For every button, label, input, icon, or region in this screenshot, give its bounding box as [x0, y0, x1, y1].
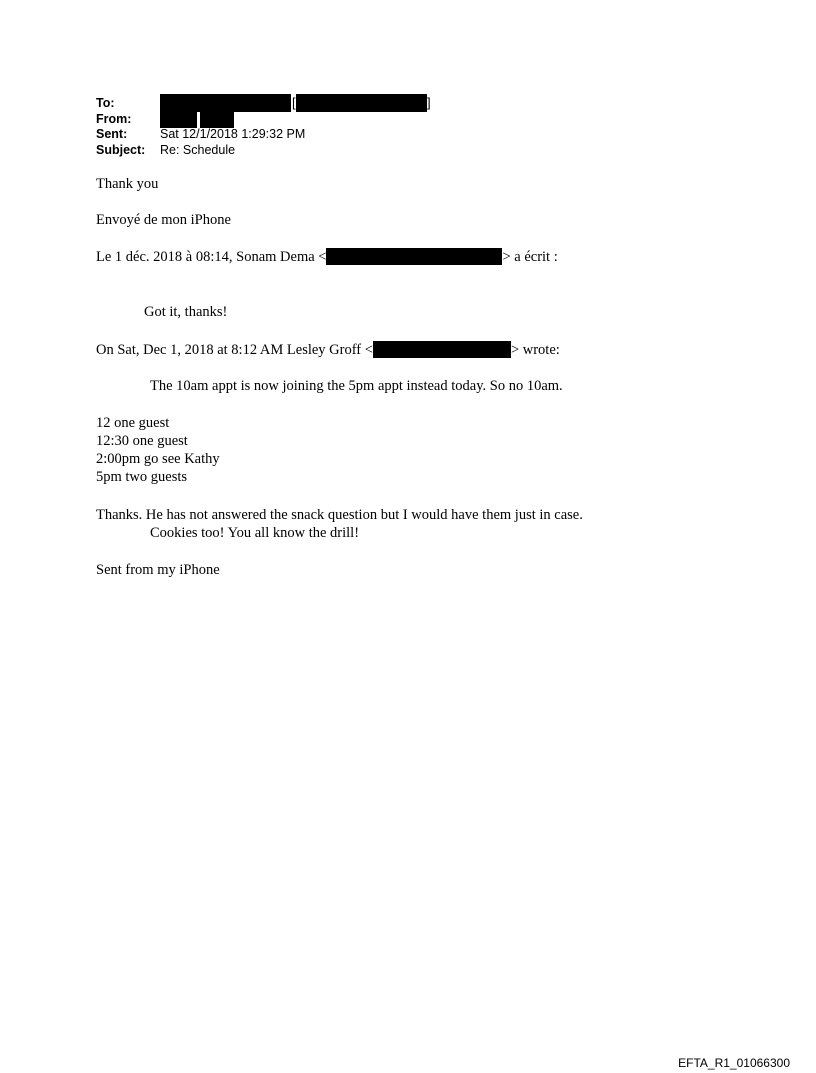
redaction-block — [160, 94, 291, 112]
reply-got-it: Got it, thanks! — [144, 304, 228, 320]
from-label: From: — [96, 111, 132, 126]
schedule-item: 12 one guest — [96, 415, 170, 431]
redaction-block — [200, 112, 234, 128]
subject-label: Subject: — [96, 142, 146, 157]
bracket-close: ] — [427, 95, 431, 110]
redaction-block — [373, 341, 511, 358]
quote-header-fr-prefix: Le 1 déc. 2018 à 08:14, Sonam Dema < — [96, 249, 327, 265]
redaction-block — [160, 112, 197, 128]
thanks-line-2: Cookies too! You all know the drill! — [150, 525, 360, 541]
quote-header-en-prefix: On Sat, Dec 1, 2018 at 8:12 AM Lesley Groff < — [96, 342, 373, 358]
schedule-item: 2:00pm go see Kathy — [96, 451, 220, 467]
schedule-item: 5pm two guests — [96, 469, 188, 485]
thanks-line-1: Thanks. He has not answered the snack question but I would have them just in case. — [96, 507, 583, 523]
schedule-item: 12:30 one guest — [96, 433, 188, 449]
bracket-open: [ — [292, 95, 296, 110]
schedule-list — [96, 414, 220, 486]
redaction-block — [296, 94, 427, 112]
redaction-block — [326, 248, 502, 265]
quote-header-en-suffix: > wrote: — [510, 342, 560, 358]
quote-header-fr — [96, 248, 558, 266]
signature-en: Sent from my iPhone — [96, 562, 220, 578]
document-id: EFTA_R1_01066300 — [678, 1056, 790, 1070]
appointment-note: The 10am appt is now joining the 5pm appt instead today. So no 10am. — [150, 378, 563, 394]
sent-value: Sat 12/1/2018 1:29:32 PM — [160, 127, 306, 141]
thank-you-line: Thank you — [96, 176, 159, 192]
quote-header-fr-suffix: > a écrit : — [502, 249, 558, 265]
sent-label: Sent: — [96, 127, 128, 141]
to-label: To: — [96, 96, 115, 110]
quote-header-en — [96, 341, 560, 359]
thanks-paragraph — [96, 506, 583, 542]
signature-fr: Envoyé de mon iPhone — [96, 212, 231, 228]
subject-value: Re: Schedule — [160, 142, 236, 157]
